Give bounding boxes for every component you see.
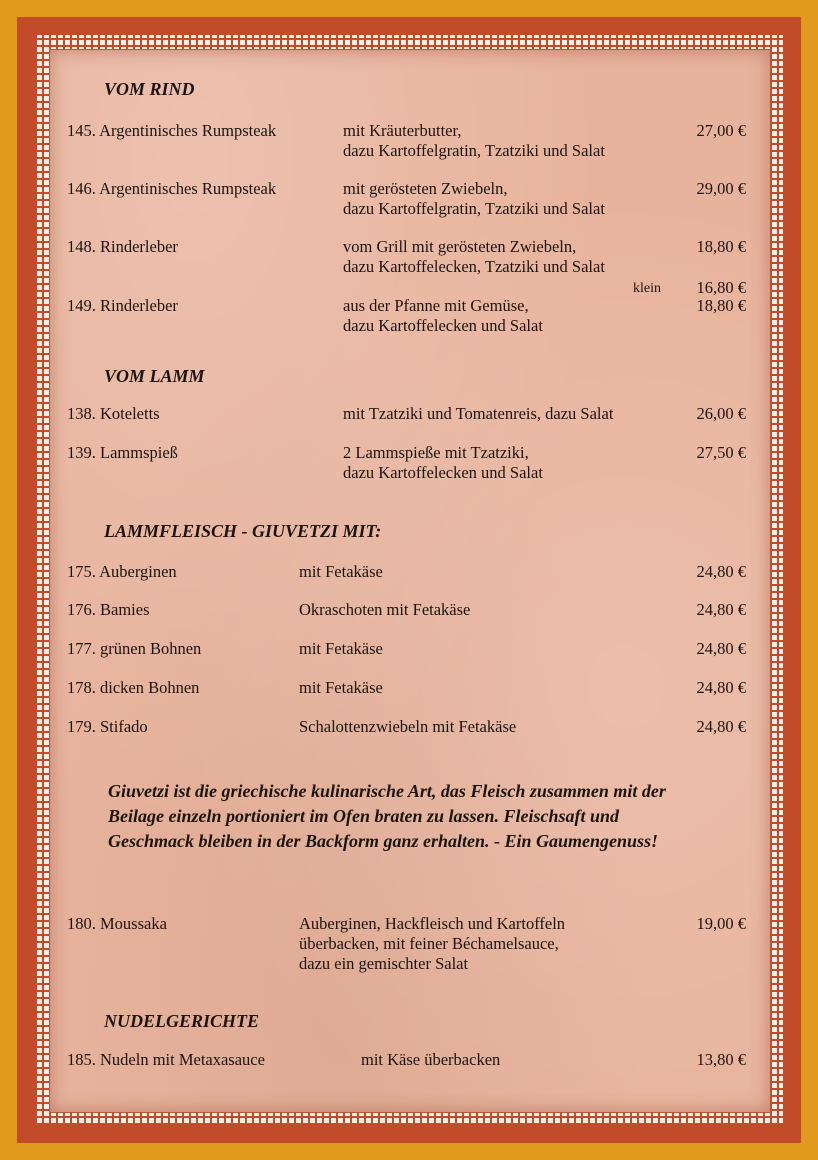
small-portion-label: klein bbox=[633, 281, 661, 296]
menu-item-desc: 2 Lammspieße mit Tzatziki, bbox=[343, 443, 529, 462]
menu-item-desc: überbacken, mit feiner Béchamelsauce, bbox=[299, 934, 559, 953]
menu-item-price: 19,00 € bbox=[696, 914, 746, 933]
menu-item-desc: mit Käse überbacken bbox=[361, 1050, 501, 1069]
menu-item-desc: mit gerösteten Zwiebeln, bbox=[343, 179, 508, 198]
menu-item-desc: mit Fetakäse bbox=[299, 562, 383, 581]
menu-item-name: 180. Moussaka bbox=[67, 914, 167, 933]
section-heading-nudel: NUDELGERICHTE bbox=[104, 1011, 260, 1031]
menu-item-price: 18,80 € bbox=[696, 296, 746, 315]
menu-item-desc: mit Fetakäse bbox=[299, 639, 383, 658]
menu-item-desc: vom Grill mit gerösteten Zwiebeln, bbox=[343, 237, 577, 256]
menu-item-desc: Auberginen, Hackfleisch und Kartoffeln bbox=[299, 914, 566, 933]
menu-item-price: 24,80 € bbox=[696, 562, 746, 581]
menu-item-desc: Schalottenzwiebeln mit Fetakäse bbox=[299, 717, 517, 736]
menu-item-price: 27,50 € bbox=[696, 443, 746, 462]
giuvetzi-note: Giuvetzi ist die griechische kulinarische Art, das Fleisch zusammen mit der Beilage einzeln portioniert im Ofen braten zu lassen. Fleischsaft und Geschmack bleiben in der Backform ganz erhalten. - Ein Gaumengenuss! bbox=[108, 781, 666, 851]
section-heading-lammfleisch: LAMMFLEISCH - GIUVETZI MIT: bbox=[104, 521, 382, 541]
menu-item-price: 18,80 € bbox=[696, 237, 746, 256]
menu-item-price: 26,00 € bbox=[696, 404, 746, 423]
menu-item-name: 148. Rinderleber bbox=[67, 237, 178, 256]
menu-item-price: 24,80 € bbox=[696, 639, 746, 658]
menu-item-desc: dazu Kartoffelecken, Tzatziki und Salat bbox=[343, 257, 605, 276]
menu-item-desc: Okraschoten mit Fetakäse bbox=[299, 600, 471, 619]
menu-item-desc: dazu Kartoffelecken und Salat bbox=[343, 316, 543, 335]
menu-item-name: 175. Auberginen bbox=[67, 562, 177, 581]
menu-item-price: 24,80 € bbox=[696, 717, 746, 736]
menu-item-name: 149. Rinderleber bbox=[67, 296, 178, 315]
menu-item-name: 177. grünen Bohnen bbox=[67, 639, 202, 658]
menu-item-name: 138. Koteletts bbox=[67, 404, 160, 423]
small-portion-price: 16,80 € bbox=[696, 278, 746, 297]
menu-item-desc: dazu Kartoffelgratin, Tzatziki und Salat bbox=[343, 141, 605, 160]
menu-item-price: 29,00 € bbox=[696, 179, 746, 198]
section-heading-lamm: VOM LAMM bbox=[104, 366, 205, 386]
menu-item-price: 13,80 € bbox=[696, 1050, 746, 1069]
menu-item-name: 145. Argentinisches Rumpsteak bbox=[67, 121, 277, 140]
menu-item-name: 179. Stifado bbox=[67, 717, 148, 736]
menu-item-name: 139. Lammspieß bbox=[67, 443, 178, 462]
menu-item-desc: mit Tzatziki und Tomatenreis, dazu Salat bbox=[343, 404, 614, 423]
menu-item-price: 24,80 € bbox=[696, 600, 746, 619]
menu-item-desc: mit Fetakäse bbox=[299, 678, 383, 697]
menu-item-desc: dazu Kartoffelgratin, Tzatziki und Salat bbox=[343, 199, 605, 218]
menu-item-desc: dazu Kartoffelecken und Salat bbox=[343, 463, 543, 482]
menu-item-name: 146. Argentinisches Rumpsteak bbox=[67, 179, 277, 198]
section-heading-rind: VOM RIND bbox=[104, 79, 195, 99]
menu-item-name: 176. Bamies bbox=[67, 600, 150, 619]
menu-item-desc: aus der Pfanne mit Gemüse, bbox=[343, 296, 529, 315]
menu-item-name: 185. Nudeln mit Metaxasauce bbox=[67, 1050, 265, 1069]
menu-item-desc: mit Kräuterbutter, bbox=[343, 121, 462, 140]
menu-item-name: 178. dicken Bohnen bbox=[67, 678, 200, 697]
menu-item-desc: dazu ein gemischter Salat bbox=[299, 954, 469, 973]
menu-item-price: 24,80 € bbox=[696, 678, 746, 697]
menu-item-price: 27,00 € bbox=[696, 121, 746, 140]
